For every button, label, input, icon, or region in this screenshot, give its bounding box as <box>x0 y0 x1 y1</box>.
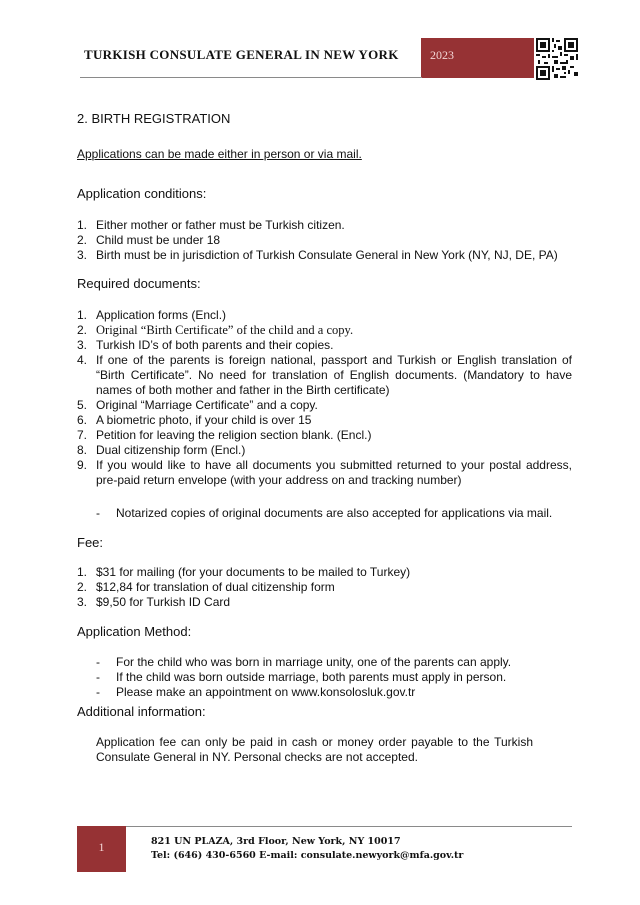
method-list <box>77 655 572 700</box>
fee-list <box>77 565 572 610</box>
page-number-badge <box>77 826 126 872</box>
list-item: 1. Either mother or father must be Turkish citizen. <box>77 218 345 232</box>
list-item: 6. A biometric photo, if your child is over 15 <box>77 413 312 427</box>
documents-heading: Required documents: <box>77 276 201 291</box>
documents-note-bullet: - <box>96 506 100 520</box>
list-item: - If the child was born outside marriage, both parents must apply in person. <box>96 670 507 684</box>
list-item: 3. Turkish ID’s of both parents and their copies. <box>77 338 334 352</box>
footer-address-block <box>151 835 463 863</box>
list-item: 2. Child must be under 18 <box>77 233 221 247</box>
list-item: 2. Original “Birth Certificate” of the child and a copy. <box>77 323 354 337</box>
additional-text: Application fee can only be paid in cash or money order payable to the Turkish Consulate General in NY. Personal checks are not accepted. <box>96 735 533 764</box>
list-item: 1. Application forms (Encl.) <box>77 308 227 322</box>
fee-heading: Fee: <box>77 535 104 550</box>
conditions-list <box>77 218 577 263</box>
list-item: 7. Petition for leaving the religion section blank. (Encl.) <box>77 428 372 442</box>
list-item: 5. Original “Marriage Certificate” and a copy. <box>77 398 318 412</box>
list-item: - For the child who was born in marriage unity, one of the parents can apply. <box>96 655 512 669</box>
list-item: 2. $12,84 for translation of dual citizenship form <box>77 580 335 594</box>
document-header-title: TURKISH CONSULATE GENERAL IN NEW YORK <box>84 47 399 62</box>
footer-address: 821 UN PLAZA, 3rd Floor, New York, NY 10017 <box>151 836 401 847</box>
qr-code-icon <box>536 38 578 80</box>
header-year: 2023 <box>430 48 454 62</box>
documents-list <box>77 308 572 488</box>
page-number: 1 <box>98 840 105 854</box>
list-item: 3. $9,50 for Turkish ID Card <box>77 595 231 609</box>
section-intro: Applications can be made either in person or via mail. <box>77 147 362 161</box>
footer-divider <box>78 826 572 827</box>
documents-note: Notarized copies of original documents are also accepted for applications via mail. <box>116 506 553 520</box>
list-item: 4. If one of the parents is foreign national, passport and Turkish or English translation of “Birth Certificate”. No need for translation of English documents. (Mandatory to have names of both mother and father in the Birth certificate) <box>77 353 572 397</box>
header-divider <box>80 77 422 78</box>
method-heading: Application Method: <box>77 624 192 639</box>
list-item: 1. $31 for mailing (for your documents to be mailed to Turkey) <box>77 565 411 579</box>
conditions-heading: Application conditions: <box>77 186 207 201</box>
list-item: 9. If you would like to have all documents you submitted returned to your postal address, pre-paid return envelope (with your address on and tracking number) <box>77 458 572 487</box>
additional-heading: Additional information: <box>77 704 206 719</box>
section-heading: 2. BIRTH REGISTRATION <box>77 111 231 126</box>
list-item: 8. Dual citizenship form (Encl.) <box>77 443 246 457</box>
list-item: 3. Birth must be in jurisdiction of Turkish Consulate General in New York (NY, NJ, DE, PA) <box>77 248 558 262</box>
list-item: - Please make an appointment on www.konsolosluk.gov.tr <box>96 685 416 699</box>
header-year-badge <box>421 38 534 78</box>
footer-contact: Tel: (646) 430-6560 E-mail: consulate.newyork@mfa.gov.tr <box>151 850 464 861</box>
